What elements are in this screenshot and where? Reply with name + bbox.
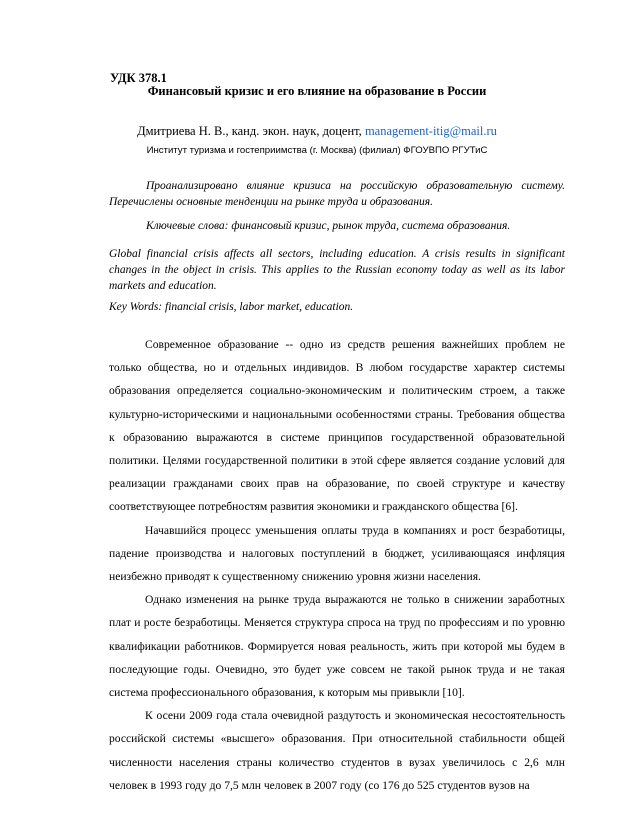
author-email-link[interactable]: management-itig@mail.ru: [364, 124, 497, 138]
body-paragraph-2: Начавшийся процесс уменьшения оплаты труда в компаниях и рост безработицы, падение производства и налоговых поступлений в бюджет, усиливающаяся инфляция неизбежно приводят к существенному снижению уровня жизни населения.: [109, 523, 565, 584]
abstract-en: Global financial crisis affects all sectors, including education. A crisis results in significant changes in the object in crisis. This applies to the Russian economy today as well as its labor markets and education.: [109, 248, 565, 292]
article-body: [109, 333, 565, 797]
article-title: Финансовый кризис и его влияние на образование в России: [147, 84, 487, 98]
udk-code: УДК 378.1: [110, 71, 167, 85]
body-paragraph-1: Современное образование -- одно из средств решения важнейших проблем не только общества, но и отдельных индивидов. В любом государстве характер системы образования определяется социально-экономическим и политическим строем, а также культурно-историческими и национальными особенностями страны. Требования общества к образованию выражаются в системе принципов государственной образовательной политики. Целями государственной политики в этой сфере является создание условий для реализации гражданами своих прав на образование, по своей структуре и качеству соответствующее потребностям развития экономики и гражданского общества [6].: [109, 338, 565, 514]
author-line: [0, 124, 634, 139]
body-paragraph-3: Однако изменения на рынке труда выражаются не только в снижении заработных плат и росте безработицы. Меняется структура спроса на труд по профессиям и по уровню квалификации работников. Формируется новая реальность, жить при которой мы будем в последующие годы. Очевидно, это будет уже совсем не такой рынок труда и не такая система профессионального образования, к которым мы привыкли [10].: [109, 593, 565, 700]
keywords-en: Key Words: financial crisis, labor market, education.: [109, 301, 354, 313]
keywords-ru: Ключевые слова: финансовый кризис, рынок труда, система образования.: [146, 220, 511, 232]
body-paragraph-4: К осени 2009 года стала очевидной раздутость и экономическая несостоятельность российской системы «высшего» образования. При относительной стабильности общей численности населения страны количество студентов в вузах увеличилось с 2,6 млн человек в 1993 году до 7,5 млн человек в 2007 году (со 176 до 525 студентов вузов на: [109, 709, 565, 792]
author-name: Дмитриева Н. В., канд. экон. наук, доцент,: [137, 124, 365, 138]
author-institution: Институт туризма и гостеприимства (г. Москва) (филиал) ФГОУВПО РГУТиС: [146, 145, 488, 156]
abstract-ru: Проанализировано влияние кризиса на российскую образовательную систему. Перечислены основные тенденции на рынке труда и образования.: [109, 180, 565, 208]
